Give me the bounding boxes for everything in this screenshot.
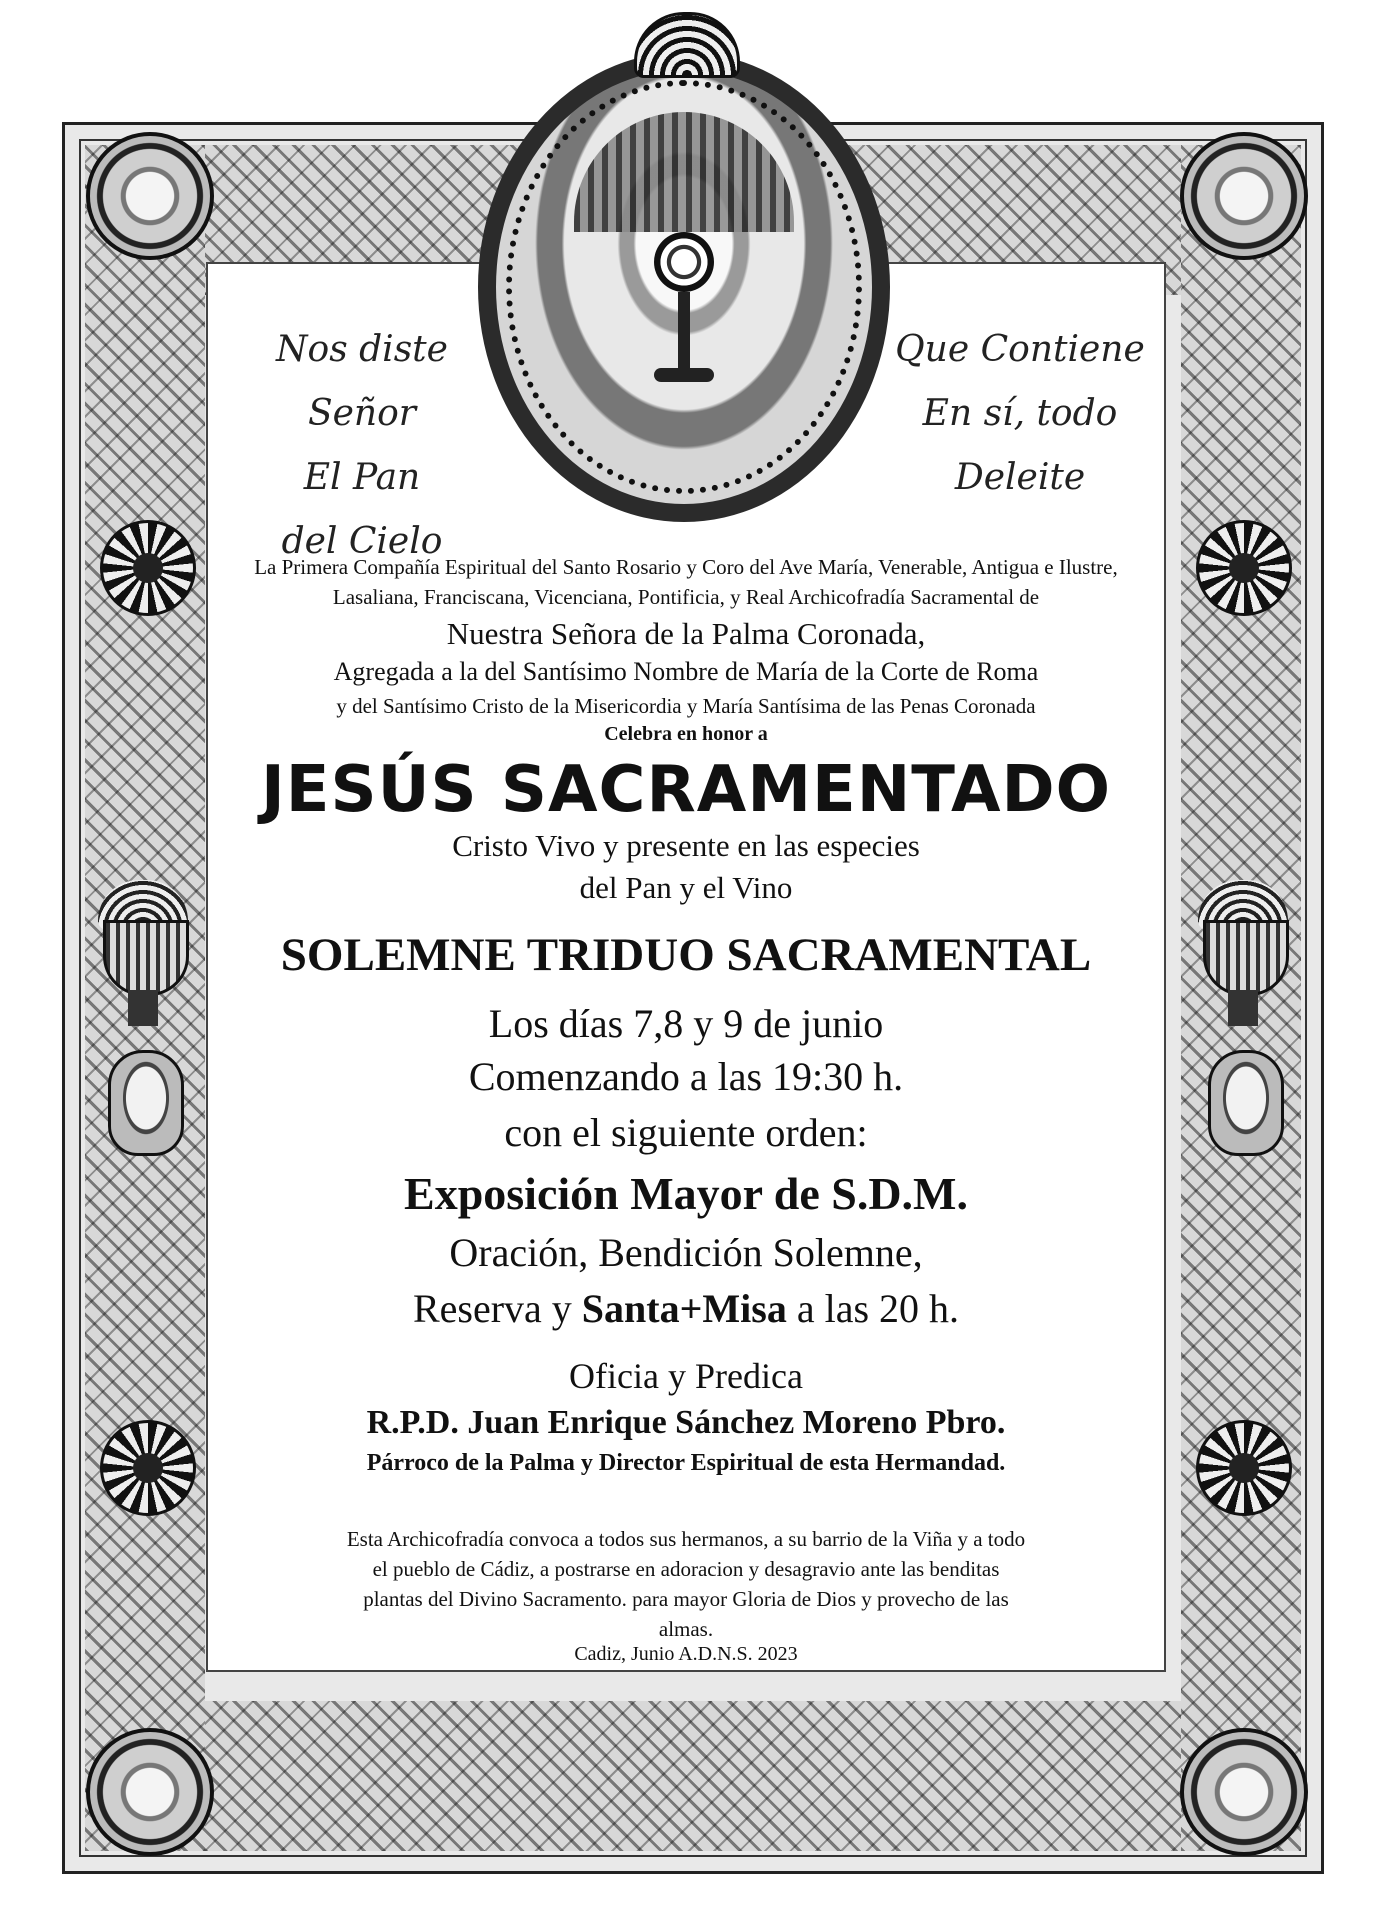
exposition-heading: Exposición Mayor de S.D.M. xyxy=(404,1168,968,1219)
cristo-penas-line: y del Santísimo Cristo de la Misericordia y María Santísima de las Penas Coronada xyxy=(336,694,1036,718)
crown-ornament xyxy=(634,12,740,78)
verse-right xyxy=(880,318,1160,510)
mass-line xyxy=(206,1282,1166,1336)
verse-right-line-2: En sí, todo xyxy=(922,393,1118,434)
monstrance-stem xyxy=(678,292,690,372)
start-time-line: Comenzando a las 19:30 h. xyxy=(468,1054,904,1099)
verse-right-line-3: Deleite xyxy=(954,457,1086,498)
verse-left-line-3: del Cielo xyxy=(281,521,443,562)
verse-left-line-2: El Pan xyxy=(303,457,421,498)
place-date: Cadiz, Junio A.D.N.S. 2023 xyxy=(574,1643,798,1665)
brotherhood-title: Nuestra Señora de la Palma Coronada, xyxy=(446,616,926,651)
officiant-name: R.P.D. Juan Enrique Sánchez Moreno Pbro. xyxy=(366,1404,1006,1441)
order-line: con el siguiente orden: xyxy=(504,1110,868,1155)
rosette-right-lower xyxy=(1196,1420,1292,1516)
officiant-label: Oficia y Predica xyxy=(569,1356,803,1396)
monstrance-icon xyxy=(654,232,714,292)
frame-band-bottom xyxy=(85,1701,1301,1851)
mass-line-prefix: Reserva y xyxy=(412,1286,582,1331)
urn-ornament-right xyxy=(1198,880,1288,1030)
verse-left-line-1: Nos diste Señor xyxy=(276,329,448,434)
aggregation-line: Agregada a la del Santísimo Nombre de María de la Corte de Roma xyxy=(333,657,1039,686)
invitation-paragraph: Esta Archicofradía convoca a todos sus hermanos, a su barrio de la Viña y a todo el pueblo de Cádiz, a postrarse en adoracion y desagravio ante las benditas plantas del Divino Sacramento. para mayor Gloria de Dios y provecho de las almas. xyxy=(346,1527,1026,1641)
corner-medallion-top-left xyxy=(86,132,214,260)
subheading-line-2: del Pan y el Vino xyxy=(579,870,793,905)
monstrance-base xyxy=(654,368,714,382)
celebra-line: Celebra en honor a xyxy=(604,723,768,745)
subheading-line-1: Cristo Vivo y presente en las especies xyxy=(452,828,920,863)
corner-medallion-bottom-left xyxy=(86,1728,214,1856)
triduo-heading: SOLEMNE TRIDUO SACRAMENTAL xyxy=(280,929,1092,981)
mass-line-suffix: a las 20 h. xyxy=(786,1286,960,1331)
prayer-line: Oración, Bendición Solemne, xyxy=(449,1230,923,1275)
mass-line-bold: Santa+Misa xyxy=(581,1286,787,1331)
officiant-title: Párroco de la Palma y Director Espiritual de esta Hermandad. xyxy=(366,1450,1006,1476)
mask-ornament-left xyxy=(108,1050,184,1156)
corner-medallion-top-right xyxy=(1180,132,1308,260)
rosette-right-upper xyxy=(1196,520,1292,616)
rosette-left-lower xyxy=(100,1420,196,1516)
monstrance-medallion xyxy=(478,12,890,532)
mask-ornament-right xyxy=(1208,1050,1284,1156)
brotherhood-intro: La Primera Compañía Espiritual del Santo Rosario y Coro del Ave María, Venerable, Antigua e Ilustre, Lasaliana, Franciscana, Vicenciana, Pontificia, y Real Archicofradía Sacramental de xyxy=(254,555,1118,609)
main-heading: JESÚS SACRAMENTADO xyxy=(260,753,1112,827)
rosette-left-upper xyxy=(100,520,196,616)
verse-right-line-1: Que Contiene xyxy=(895,329,1145,370)
corner-medallion-bottom-right xyxy=(1180,1728,1308,1856)
verse-left xyxy=(222,318,502,574)
urn-ornament-left xyxy=(98,880,188,1030)
dates-line: Los días 7,8 y 9 de junio xyxy=(488,1001,884,1046)
